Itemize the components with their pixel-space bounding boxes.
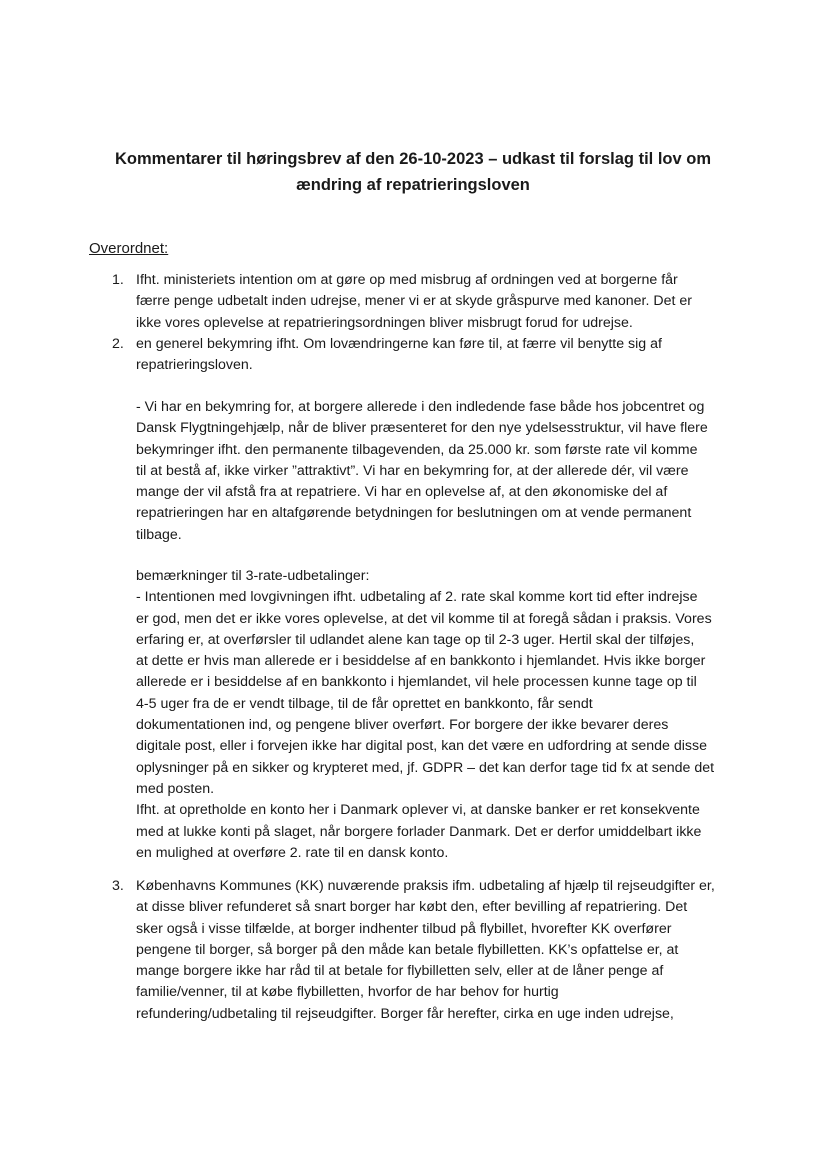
text-line: pengene til borger, så borger på den måde kan betale flybilletten. KK’s opfattelse er, at xyxy=(136,941,679,958)
paragraph xyxy=(136,397,746,546)
text-line: mange der vil afstå fra at repatriere. Vi har en oplevelse af, at den økonomiske del af xyxy=(136,484,668,501)
text-line: Ifht. at opretholde en konto her i Danmark oplever vi, at danske banker er ret konsekvente xyxy=(136,802,700,819)
text-line: refundering/udbetaling til rejseudgifter. Borger får herefter, cirka en uge inden udrejse, xyxy=(136,1005,674,1022)
text-line: repatrieringsloven. xyxy=(136,357,253,374)
document-title xyxy=(90,146,736,198)
text-line: til at bestå af, ikke virker ”attraktivt”. Vi har en bekymring for, at der allerede dér, vil være xyxy=(136,462,689,479)
list-number: 3. xyxy=(112,878,124,894)
text-line: erfaring er, at overførsler til udlandet alene kan tage op til 2-3 uger. Hertil skal der tilføjes, xyxy=(136,631,695,648)
text-line: er god, men det er ikke vores oplevelse, at det vil komme til at foregå sådan i praksis. Vores xyxy=(136,610,712,627)
text-line: bemærkninger til 3-rate-udbetalinger: xyxy=(136,568,370,584)
text-line: at disse bliver refunderet så snart borger har købt den, efter bevilling af repatriering. Det xyxy=(136,899,688,916)
title-line: ændring af repatrieringsloven xyxy=(296,176,530,194)
text-line: Dansk Flygtningehjælp, når de bliver præsenteret for den nye ydelsesstruktur, vil have flere xyxy=(136,420,708,437)
list-number: 2. xyxy=(112,336,124,352)
text-line: en mulighed at overføre 2. rate til en dansk konto. xyxy=(136,844,449,861)
text-line: at dette er hvis man allerede er i besiddelse af en bankkonto i hjemlandet. Hvis ikke borger xyxy=(136,653,706,670)
list-item-text xyxy=(136,334,746,377)
text-line: repatrieringen har en altafgørende betydningen for beslutningen om at vende permanent xyxy=(136,505,692,522)
text-line: med posten. xyxy=(136,780,215,797)
text-line: - Intentionen med lovgivningen ifht. udbetaling af 2. rate skal komme kort tid efter indrejse xyxy=(136,589,698,606)
text-line: familie/venner, til at købe flybilletten, hvorfor de har behov for hurtig xyxy=(136,984,559,1001)
section-heading: Overordnet: xyxy=(89,240,169,257)
text-line: en generel bekymring ifht. Om lovændringerne kan føre til, at færre vil benytte sig af xyxy=(136,336,662,352)
text-line: Københavns Kommunes (KK) nuværende praksis ifm. udbetaling af hjælp til rejseudgifter er, xyxy=(136,878,715,894)
text-line: bekymringer ifht. den permanente tilbagevenden, da 25.000 kr. som første rate vil komme xyxy=(136,441,698,458)
list-number: 1. xyxy=(112,272,124,288)
text-line: - Vi har en bekymring for, at borgere allerede i den indledende fase både hos jobcentret og xyxy=(136,399,705,415)
text-line: allerede er i besiddelse af en bankkonto i hjemlandet, vil hele processen kunne tage op til xyxy=(136,674,697,691)
text-line: tilbage. xyxy=(136,526,182,543)
text-line: ikke vores oplevelse at repatrieringsordningen bliver misbrugt forud for udrejse. xyxy=(136,314,633,331)
list-item-text xyxy=(136,270,746,334)
list-item-text xyxy=(136,876,746,1025)
text-line: sker også i visse tilfælde, at borger indhenter tilbud på flybillet, hvorefter KK overfører xyxy=(136,920,672,937)
text-line: Ifht. ministeriets intention om at gøre op med misbrug af ordningen ved at borgerne får xyxy=(136,272,678,288)
text-line: dokumentationen ind, og pengene bliver overført. For borgere der ikke bevarer deres xyxy=(136,717,669,734)
text-line: med at lukke konti på slaget, når borgere forlader Danmark. Det er derfor umiddelbart ikke xyxy=(136,823,702,840)
text-line: 4-5 uger fra de er vendt tilbage, til de får oprettet en bankkonto, får sendt xyxy=(136,695,593,712)
text-line: færre penge udbetalt inden udrejse, mener vi er at skyde gråspurve med kanoner. Det er xyxy=(136,293,692,310)
title-line: Kommentarer til høringsbrev af den 26-10-2023 – udkast til forslag til lov om xyxy=(115,150,711,168)
text-line: digitale post, eller i forvejen ikke har digital post, kan det være en udfordring at sende disse xyxy=(136,738,707,755)
text-line: oplysninger på en sikker og krypteret med, jf. GDPR – det kan derfor tage tid fx at sende det xyxy=(136,759,715,776)
text-line: mange borgere ikke har råd til at betale for flybilletten selv, eller at de låner penge af xyxy=(136,963,664,980)
paragraph xyxy=(136,566,746,864)
